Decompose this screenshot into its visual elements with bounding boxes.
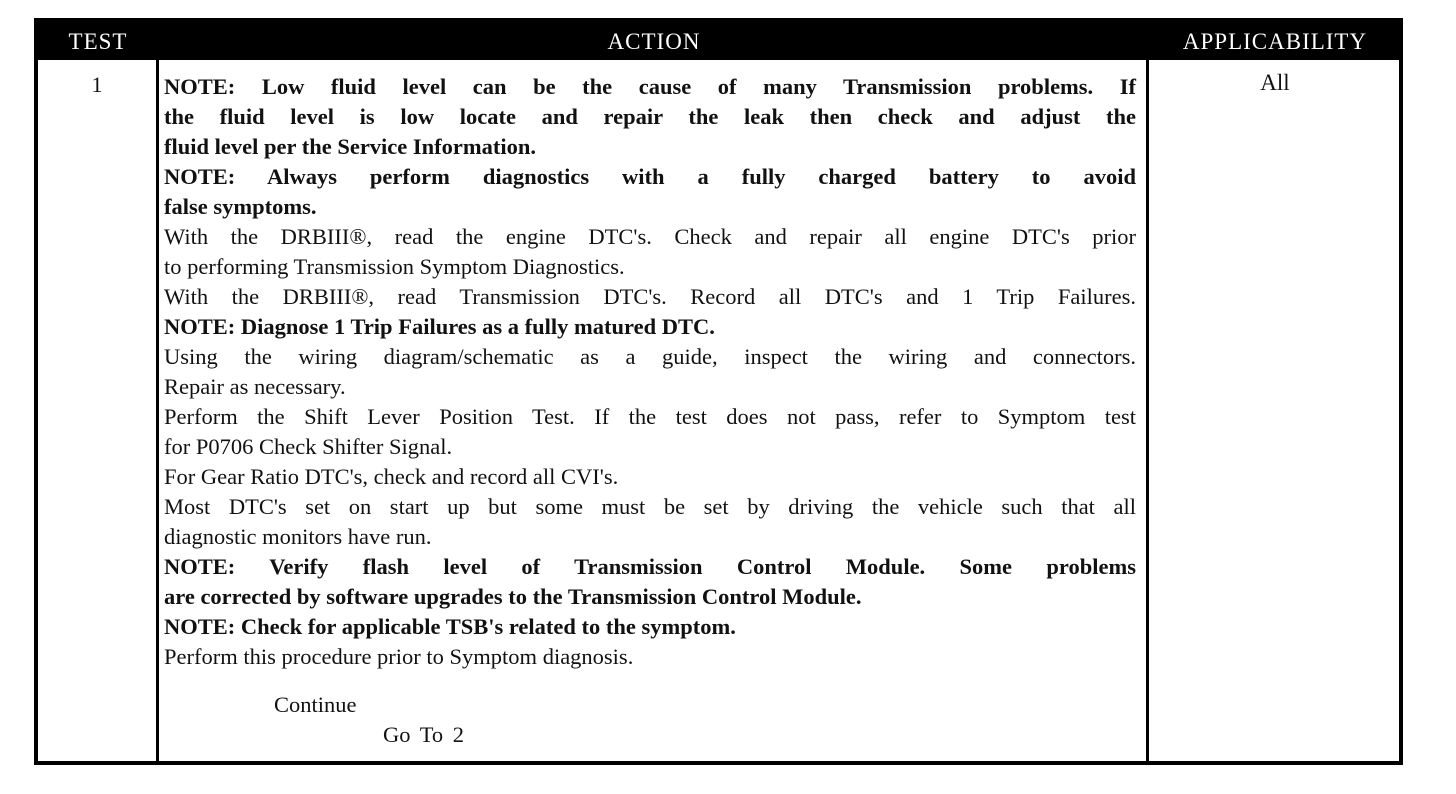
action-text — [164, 72, 1136, 672]
test-number: 1 — [91, 72, 103, 97]
continue-label: Continue — [274, 692, 357, 717]
action-line: diagnostic monitors have run. — [164, 524, 432, 549]
action-line: Perform the Shift Lever Position Test. If the test does not pass, refer to Symptom test — [164, 404, 1136, 429]
action-line: NOTE: Check for applicable TSB's related to the symptom. — [164, 614, 736, 639]
action-line: fluid level per the Service Information. — [164, 134, 537, 159]
header-applicability: APPLICABILITY — [1182, 29, 1368, 54]
action-line: to performing Transmission Symptom Diagnostics. — [164, 254, 625, 279]
action-line: With the DRBIII®, read the engine DTC's. Check and repair all engine DTC's prior — [164, 224, 1136, 249]
table-header — [38, 22, 1399, 60]
action-line: NOTE: Always perform diagnostics with a fully charged battery to avoid — [164, 164, 1136, 189]
action-line: NOTE: Verify flash level of Transmission Control Module. Some problems — [164, 554, 1136, 579]
action-line: With the DRBIII®, read Transmission DTC's. Record all DTC's and 1 Trip Failures. — [164, 284, 1136, 309]
column-divider-action — [1146, 60, 1149, 761]
action-line: false symptoms. — [164, 194, 317, 219]
action-line: Most DTC's set on start up but some must be set by driving the vehicle such that all — [164, 494, 1136, 519]
action-line: Using the wiring diagram/schematic as a guide, inspect the wiring and connectors. — [164, 344, 1136, 369]
action-line: NOTE: Diagnose 1 Trip Failures as a fully matured DTC. — [164, 314, 715, 339]
action-line: are corrected by software upgrades to the Transmission Control Module. — [164, 584, 862, 609]
header-test: TEST — [68, 29, 128, 54]
action-line: Perform this procedure prior to Symptom diagnosis. — [164, 644, 634, 669]
applicability-value: All — [1260, 70, 1290, 95]
goto-step-link[interactable]: Go To 2 — [383, 722, 465, 747]
action-line: Repair as necessary. — [164, 374, 346, 399]
header-action: ACTION — [607, 29, 701, 54]
action-line: for P0706 Check Shifter Signal. — [164, 434, 453, 459]
diagnostic-table — [34, 18, 1403, 765]
column-divider-test — [156, 60, 159, 761]
action-line: For Gear Ratio DTC's, check and record all CVI's. — [164, 464, 619, 489]
action-line: the fluid level is low locate and repair the leak then check and adjust the — [164, 104, 1136, 129]
action-line: NOTE: Low fluid level can be the cause of many Transmission problems. If — [164, 74, 1136, 99]
